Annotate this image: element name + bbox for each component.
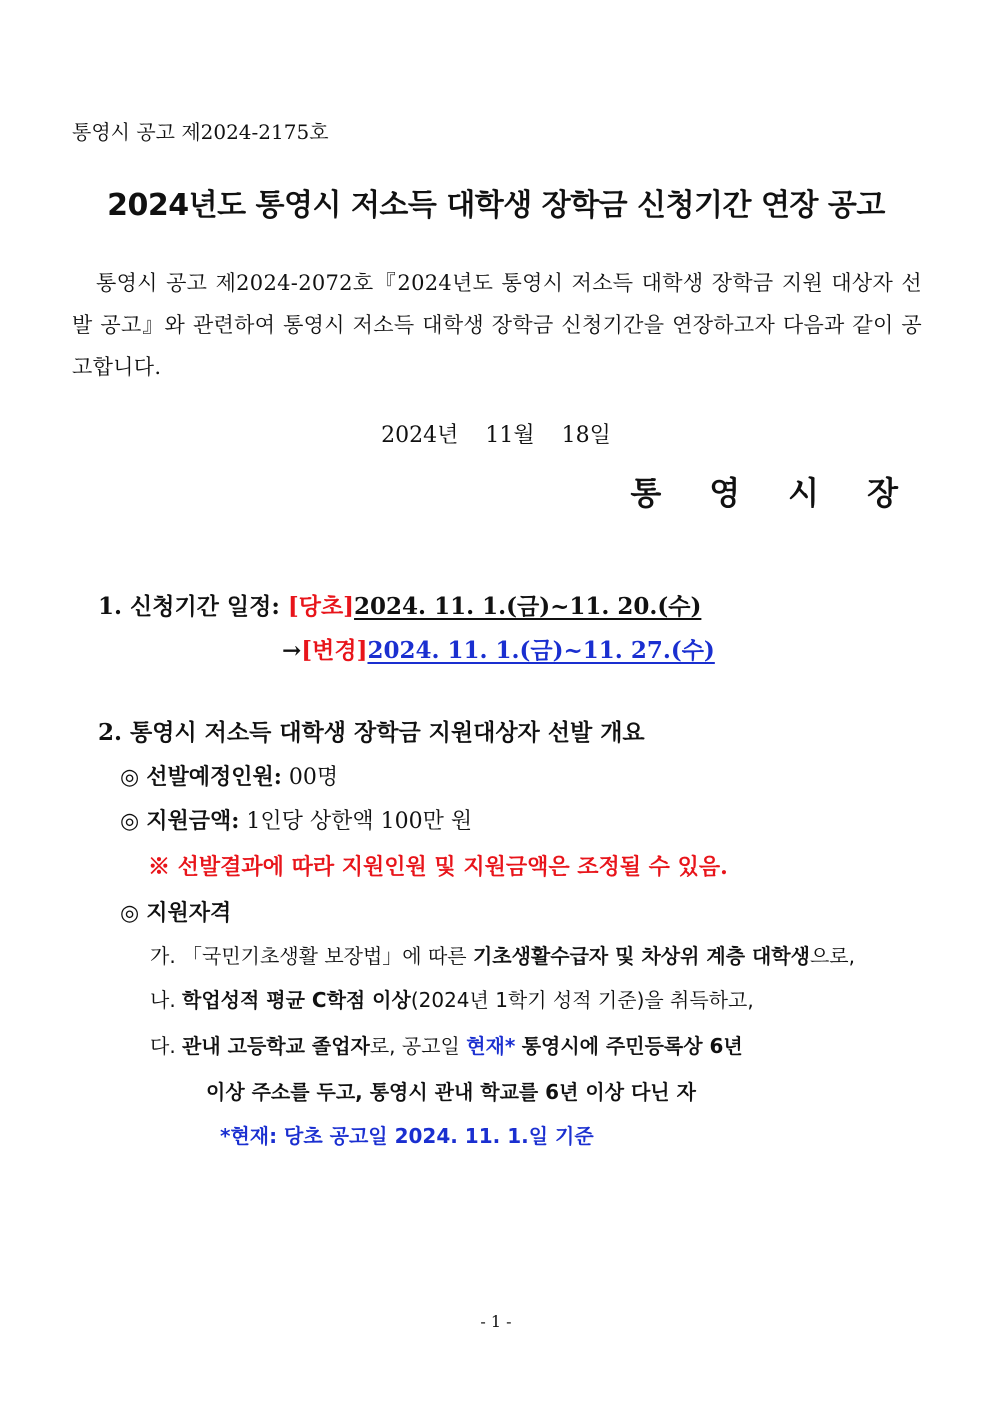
notice-date: 2024년 11월 18일: [381, 423, 611, 448]
qualification-c-line2: 이상 주소를 두고, 통영시 관내 학교를 6년 이상 다닌 자: [206, 1080, 696, 1104]
qualification-a: [150, 940, 855, 969]
qual-c-text1: 로, 공고일: [369, 1034, 460, 1058]
qualification-c: [150, 1030, 743, 1059]
notice-number: 통영시 공고 제2024-2175호: [72, 120, 329, 144]
changed-period: 2024. 11. 1.(금)~11. 27.(수): [367, 637, 715, 664]
section1-changed-row: [282, 632, 715, 665]
original-tag: [당초]: [287, 593, 355, 620]
qualification-label: 지원자격: [146, 900, 232, 926]
amount-row: [120, 804, 472, 835]
qualification-b: [150, 984, 754, 1013]
section1-heading: [98, 588, 701, 621]
bullet-icon: ◎: [120, 901, 140, 926]
qual-b-prefix: 나.: [150, 988, 176, 1012]
footnote: *현재: 당초 공고일 2024. 11. 1.일 기준: [220, 1124, 594, 1148]
section2-heading: 2. 통영시 저소득 대학생 장학금 지원대상자 선발 개요: [98, 719, 645, 746]
qual-c-bold2: 통영시에 주민등록상 6년: [521, 1034, 743, 1058]
document-title: 2024년도 통영시 저소득 대학생 장학금 신청기간 연장 공고: [107, 188, 885, 223]
issuer-name: 통영시장: [630, 474, 946, 512]
qual-c-prefix: 다.: [150, 1034, 176, 1058]
qual-a-suffix: 으로,: [809, 944, 855, 968]
intro-paragraph: 통영시 공고 제2024-2072호『2024년도 통영시 저소득 대학생 장학금 지원 대상자 선발 공고』와 관련하여 통영시 저소득 대학생 장학금 신청기간을 연장하고자 다음과 같이 공고합니다.: [72, 271, 922, 379]
qualification-row: [120, 896, 231, 927]
page-number: - 1 -: [480, 1312, 512, 1331]
qual-c-blue: 현재*: [466, 1034, 516, 1058]
adjustment-note: ※ 선발결과에 따라 지원인원 및 지원금액은 조정될 수 있음.: [148, 854, 728, 880]
qual-a-bold: 기초생활수급자 및 차상위 계층 대학생: [472, 944, 810, 968]
qual-b-text: (2024년 1학기 성적 기준)을 취득하고,: [410, 988, 754, 1012]
qual-a-text: 「국민기초생활 보장법」에 따른: [182, 944, 467, 968]
qual-a-prefix: 가.: [150, 944, 176, 968]
qual-c-bold1: 관내 고등학교 졸업자: [182, 1034, 370, 1058]
arrow-symbol: →: [282, 637, 302, 664]
section1-heading-label: 1. 신청기간 일정:: [98, 593, 280, 620]
recruit-label: 선발예정인원:: [146, 764, 282, 790]
original-period: 2024. 11. 1.(금)~11. 20.(수): [354, 593, 702, 620]
recruit-value: 00명: [288, 765, 339, 790]
amount-value: 1인당 상한액 100만 원: [246, 809, 473, 834]
recruit-row: [120, 760, 338, 791]
qual-b-bold: 학업성적 평균 C학점 이상: [182, 988, 411, 1012]
bullet-icon: ◎: [120, 809, 140, 834]
changed-tag: [변경]: [301, 637, 368, 664]
bullet-icon: ◎: [120, 765, 140, 790]
amount-label: 지원금액:: [146, 808, 240, 834]
